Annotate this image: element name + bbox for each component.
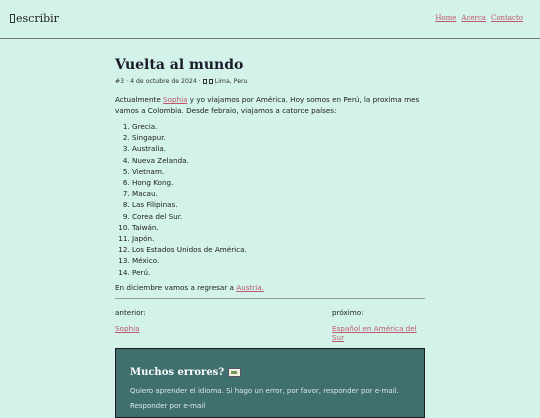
errors-title-text: Muchos errores? (130, 367, 225, 378)
location-pin-icon (203, 79, 207, 84)
list-item: 9. Corea del Sur. (132, 211, 425, 222)
location-pin-icon (209, 79, 213, 84)
intro-text-before: Actualmente (115, 95, 164, 104)
sophia-link[interactable]: Sophia (163, 95, 188, 104)
errors-title (130, 367, 241, 378)
meta-separator: · (126, 78, 129, 85)
page-title: Vuelta al mundo (115, 57, 244, 73)
divider (115, 298, 425, 299)
top-nav (435, 14, 523, 22)
post-meta (115, 78, 425, 85)
post-date: 4 de octubre de 2024 (130, 78, 197, 85)
list-item: 6. Hong Kong. (132, 177, 425, 188)
errors-callout (115, 348, 425, 418)
pager-previous (115, 308, 146, 333)
logo-text: escribir (16, 12, 59, 25)
site-logo[interactable] (10, 12, 59, 25)
list-item: 1. Grecia. (132, 121, 425, 132)
nav-about-link[interactable]: Acerca (461, 14, 486, 22)
site-header (0, 0, 540, 39)
meta-separator: · (198, 78, 201, 85)
intro-text-after: y yo viajamos por América. Hoy somos en Perú, la proxima mes vamos a Colombia. Desde febraio, viajamos a catorce países: (115, 95, 420, 115)
next-label: próximo: (332, 308, 364, 317)
closing-paragraph (115, 283, 425, 292)
list-item: 7. Macau. (132, 188, 425, 199)
nav-home-link[interactable]: Home (435, 14, 457, 22)
previous-label: anterior: (115, 308, 146, 317)
countries-list (115, 121, 425, 278)
list-item: 5. Vietnam. (132, 166, 425, 177)
missing-glyph-icon (10, 14, 15, 23)
list-item: 10. Taiwán. (132, 222, 425, 233)
list-item: 12. Los Estados Unidos de América. (132, 244, 425, 255)
austria-link[interactable]: Austria. (236, 282, 264, 292)
list-item: 4. Nueva Zelanda. (132, 155, 425, 166)
list-item: 14. Perú. (132, 267, 425, 278)
article (115, 56, 425, 299)
world-map-icon (228, 368, 241, 377)
list-item: 8. Las Filipinas. (132, 199, 425, 210)
list-item: 11. Japón. (132, 233, 425, 244)
nav-contact-link[interactable]: Contacto (490, 14, 523, 22)
errors-text: Quiero aprender el idioma. Si hago un error, por favor, responder por e-mail. (130, 387, 399, 395)
closing-text: En diciembre vamos a regresar a (115, 282, 237, 292)
pager-next (332, 308, 425, 342)
list-item: 2. Singapur. (132, 132, 425, 143)
intro-paragraph (115, 94, 425, 116)
post-location: Lima, Peru (214, 78, 248, 85)
next-post-link[interactable]: Español en América del Sur (332, 324, 417, 342)
post-number: #3 (115, 78, 125, 85)
list-item: 3. Australia. (132, 143, 425, 154)
reply-by-email-text: Responder por e-mail (130, 402, 206, 410)
previous-post-link[interactable]: Sophia (115, 324, 140, 333)
list-item: 13. México. (132, 255, 425, 266)
